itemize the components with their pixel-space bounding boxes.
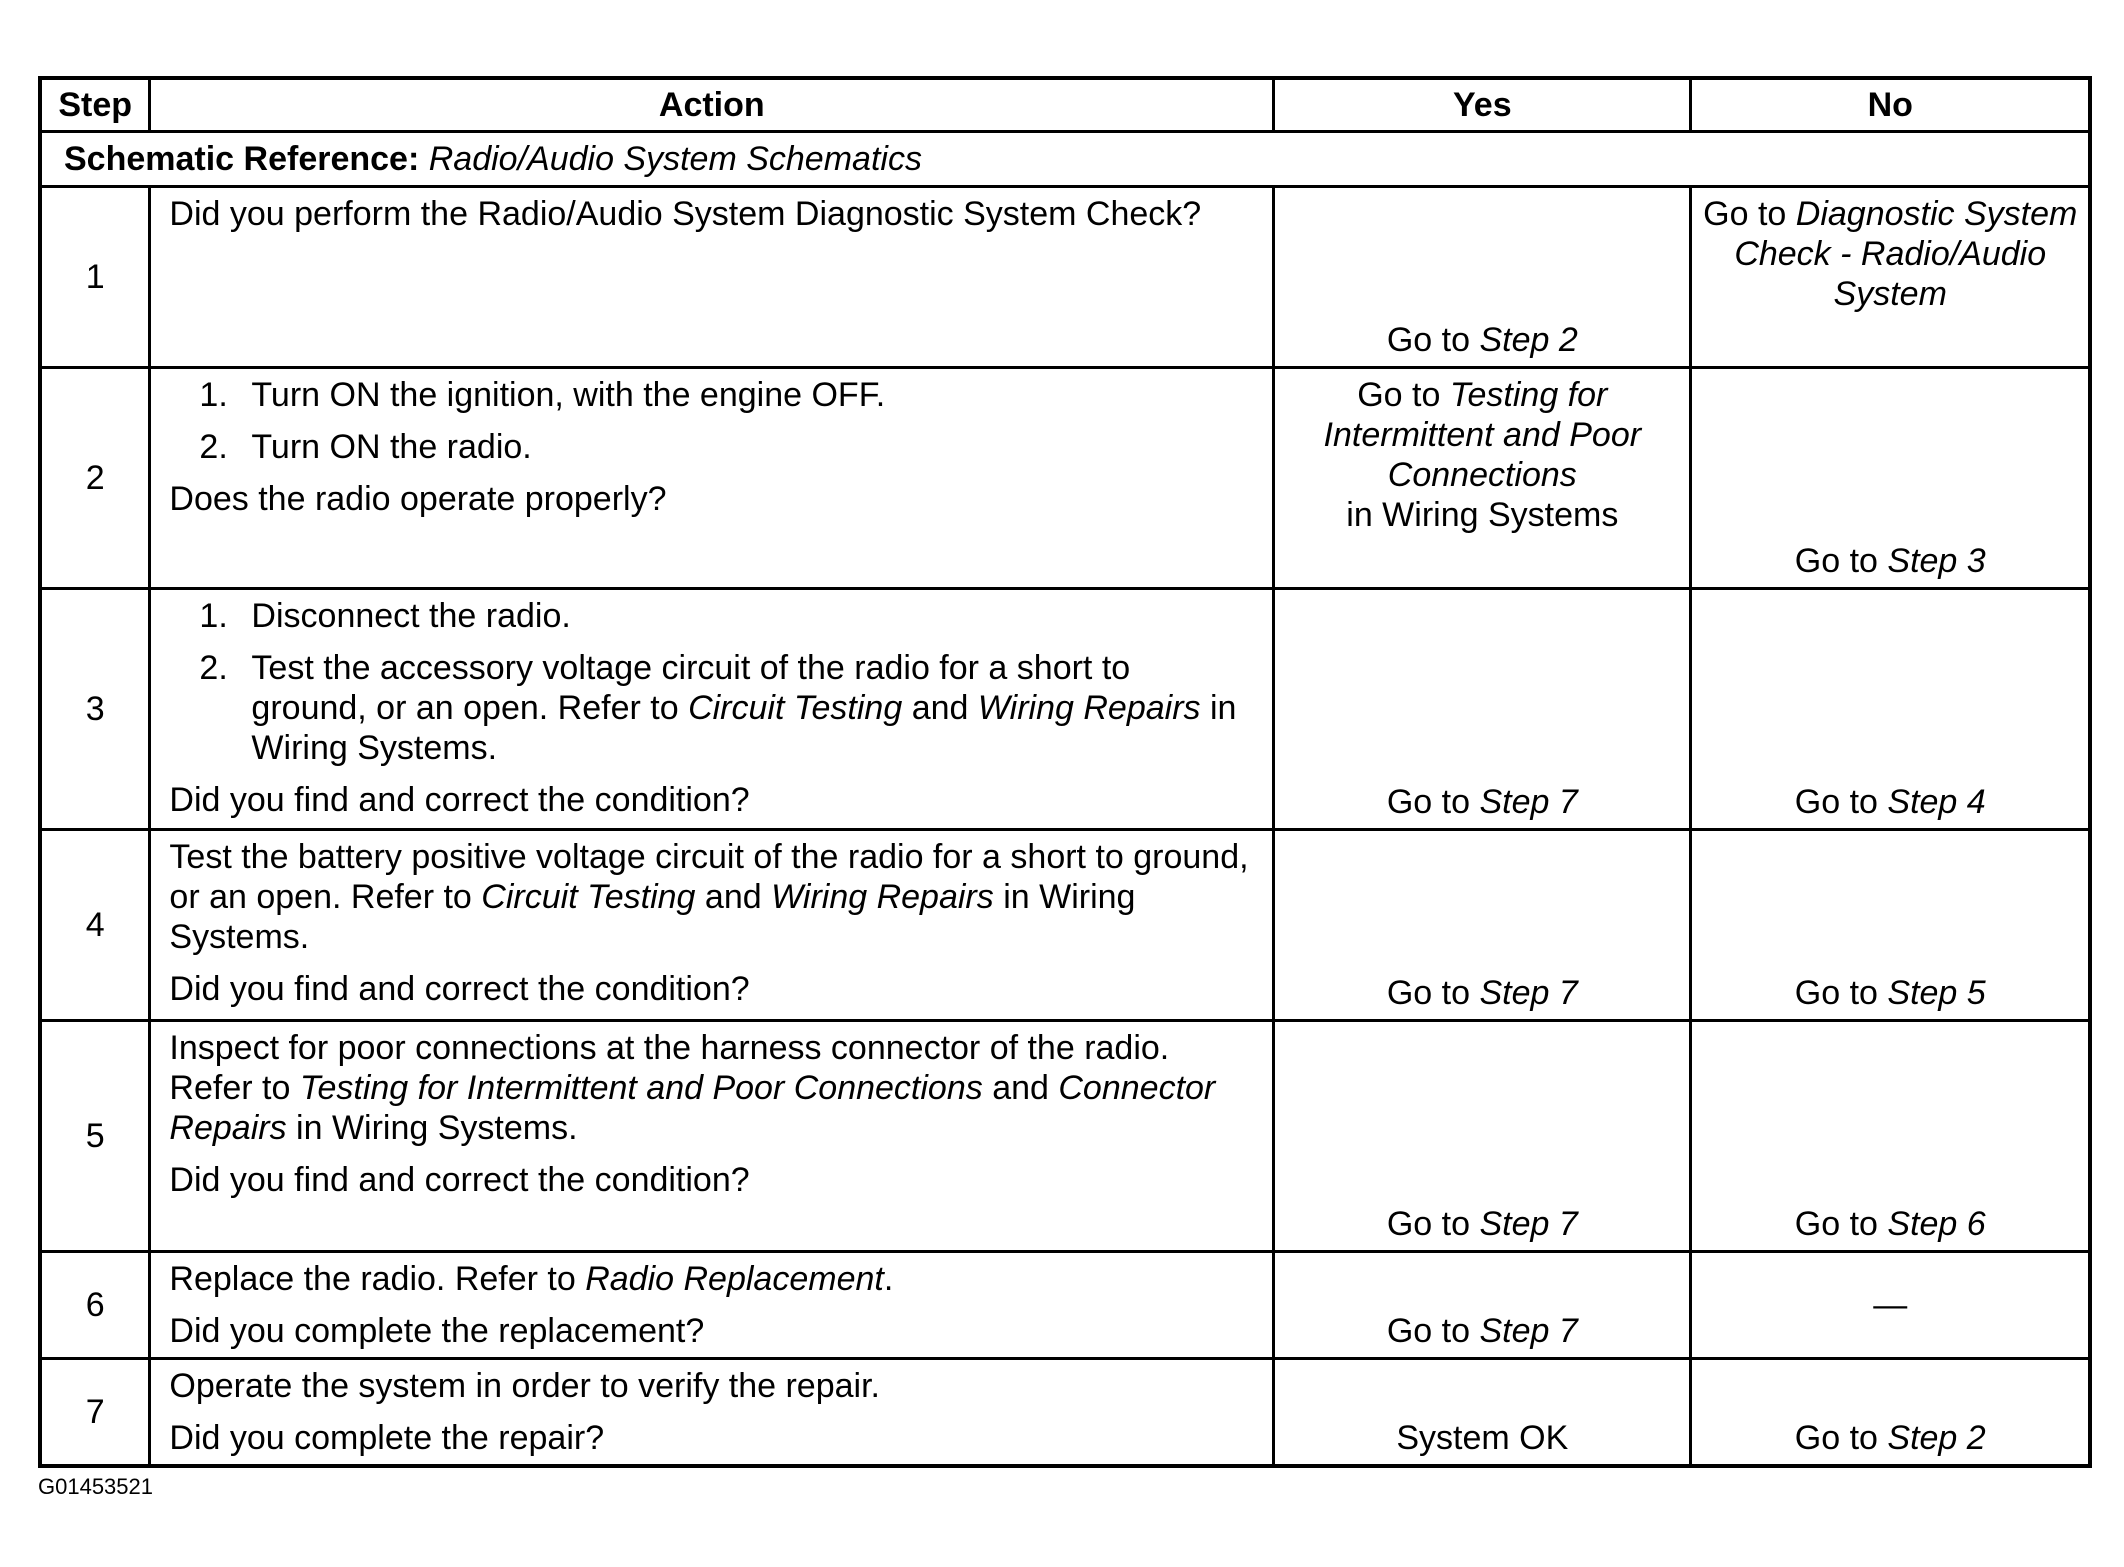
list-item-number: 1. <box>199 597 228 635</box>
action-question: Did you find and correct the condition? <box>169 970 750 1008</box>
yes-reference: Step 7 <box>1479 1205 1578 1243</box>
no-cell <box>1691 589 2090 830</box>
yes-prefix: Go to <box>1386 783 1470 821</box>
action-question: Does the radio operate properly? <box>169 480 667 518</box>
table-row <box>40 368 2090 589</box>
list-item <box>199 427 1254 467</box>
no-prefix: Go to <box>1794 1205 1878 1243</box>
table-row <box>40 830 2090 1021</box>
list-item-text: in Wiring Systems. <box>251 689 1237 767</box>
list-item-number: 2. <box>199 428 228 466</box>
action-text-part: Replace the radio. Refer to <box>169 1260 576 1298</box>
yes-prefix: Go to <box>1386 974 1470 1012</box>
yes-cell <box>1274 1252 1691 1359</box>
reference-link: Radio Replacement <box>585 1260 884 1298</box>
list-item <box>199 648 1254 768</box>
reference-link: Testing for Intermittent and Poor Connections <box>299 1069 983 1107</box>
step-number: 5 <box>40 1021 150 1252</box>
step-number: 3 <box>40 589 150 830</box>
no-reference: Step 6 <box>1887 1205 1986 1243</box>
action-cell <box>150 589 1274 830</box>
step-number: 2 <box>40 368 150 589</box>
action-text <box>169 1259 1254 1299</box>
reference-link: Wiring Repairs <box>771 878 994 916</box>
list-item <box>199 375 1254 415</box>
list-item-text: Test the accessory voltage circuit of the radio for a short to ground, or an open. Refer to <box>251 649 1131 727</box>
diagnostic-table <box>38 76 2092 1468</box>
action-cell <box>150 1359 1274 1467</box>
list-item-number: 1. <box>199 376 228 414</box>
list-item <box>199 596 1254 636</box>
no-cell: — <box>1691 1252 2090 1359</box>
action-text <box>169 837 1254 957</box>
yes-cell <box>1274 368 1691 589</box>
yes-reference: Step 2 <box>1479 321 1578 359</box>
list-item-text: and <box>911 689 969 727</box>
action-text-part: in Wiring Systems. <box>296 1109 578 1147</box>
action-text-part: Inspect for poor connections at the harness connector of the radio. Refer to <box>169 1029 1170 1107</box>
action-text: Did you perform the Radio/Audio System Diagnostic System Check? <box>169 195 1202 233</box>
no-reference: Step 3 <box>1887 542 1986 580</box>
action-cell <box>150 1021 1274 1252</box>
no-cell <box>1691 368 2090 589</box>
action-text <box>169 1028 1254 1148</box>
yes-cell: System OK <box>1274 1359 1691 1467</box>
no-reference: Step 5 <box>1887 974 1986 1012</box>
yes-prefix: Go to <box>1386 1312 1470 1350</box>
schematic-reference-label: Schematic Reference: <box>64 140 420 178</box>
yes-reference: Step 7 <box>1479 974 1578 1012</box>
yes-reference: Testing for Intermittent and Poor Connections <box>1323 376 1642 494</box>
header-step: Step <box>40 78 150 132</box>
yes-suffix: in Wiring Systems <box>1346 496 1619 534</box>
table-row <box>40 589 2090 830</box>
no-cell <box>1691 830 2090 1021</box>
list-item-text: Turn ON the ignition, with the engine OFF. <box>251 376 886 414</box>
schematic-reference-value: Radio/Audio System Schematics <box>428 140 922 178</box>
header-action: Action <box>150 78 1274 132</box>
list-item-text: Turn ON the radio. <box>251 428 532 466</box>
yes-reference: Step 7 <box>1479 783 1578 821</box>
yes-cell <box>1274 830 1691 1021</box>
action-text: Operate the system in order to verify the repair. <box>169 1367 880 1405</box>
no-cell <box>1691 1021 2090 1252</box>
step-number: 4 <box>40 830 150 1021</box>
action-text-part: and <box>704 878 762 916</box>
figure-id: G01453521 <box>38 1474 153 1499</box>
table-row <box>40 1252 2090 1359</box>
yes-prefix: Go to <box>1357 376 1441 414</box>
action-question: Did you find and correct the condition? <box>169 781 750 819</box>
action-cell <box>150 830 1274 1021</box>
list-item-text: Disconnect the radio. <box>251 597 571 635</box>
reference-link: Connector Repairs <box>169 1069 1216 1147</box>
no-prefix: Go to <box>1794 542 1878 580</box>
header-no: No <box>1691 78 2090 132</box>
table-row <box>40 1359 2090 1467</box>
list-item-number: 2. <box>199 649 228 687</box>
action-text-part: and <box>992 1069 1049 1107</box>
step-number: 7 <box>40 1359 150 1467</box>
table-row <box>40 187 2090 368</box>
schematic-reference-row <box>40 132 2090 187</box>
reference-link: Circuit Testing <box>481 878 696 916</box>
action-question: Did you find and correct the condition? <box>169 1161 750 1199</box>
no-reference: Step 2 <box>1887 1419 1986 1457</box>
step-number: 6 <box>40 1252 150 1359</box>
no-prefix: Go to <box>1703 195 1787 233</box>
action-text-part: Test the battery positive voltage circuit of the radio for a short to ground, or an open. Refer to <box>169 838 1249 916</box>
yes-cell <box>1274 187 1691 368</box>
action-question: Did you complete the repair? <box>169 1419 605 1457</box>
action-steps-list <box>199 375 1254 467</box>
yes-prefix: Go to <box>1386 321 1470 359</box>
header-row <box>40 78 2090 132</box>
yes-cell <box>1274 589 1691 830</box>
reference-link: Wiring Repairs <box>977 689 1201 727</box>
table-row <box>40 1021 2090 1252</box>
action-question: Did you complete the replacement? <box>169 1312 705 1350</box>
no-reference: Step 4 <box>1887 783 1986 821</box>
yes-reference: Step 7 <box>1479 1312 1578 1350</box>
no-cell <box>1691 187 2090 368</box>
no-prefix: Go to <box>1794 783 1878 821</box>
no-prefix: Go to <box>1794 974 1878 1012</box>
step-number: 1 <box>40 187 150 368</box>
header-yes: Yes <box>1274 78 1691 132</box>
action-cell <box>150 1252 1274 1359</box>
yes-prefix: Go to <box>1386 1205 1470 1243</box>
no-prefix: Go to <box>1794 1419 1878 1457</box>
no-reference: Diagnostic System Check - Radio/Audio System <box>1734 195 2078 313</box>
action-cell <box>150 368 1274 589</box>
reference-link: Circuit Testing <box>688 689 903 727</box>
action-cell <box>150 187 1274 368</box>
action-steps-list <box>199 596 1254 768</box>
action-text-part: . <box>883 1260 894 1298</box>
schematic-reference <box>40 132 2090 187</box>
no-cell <box>1691 1359 2090 1467</box>
yes-cell <box>1274 1021 1691 1252</box>
action-text-part: in Wiring Systems. <box>169 878 1136 956</box>
